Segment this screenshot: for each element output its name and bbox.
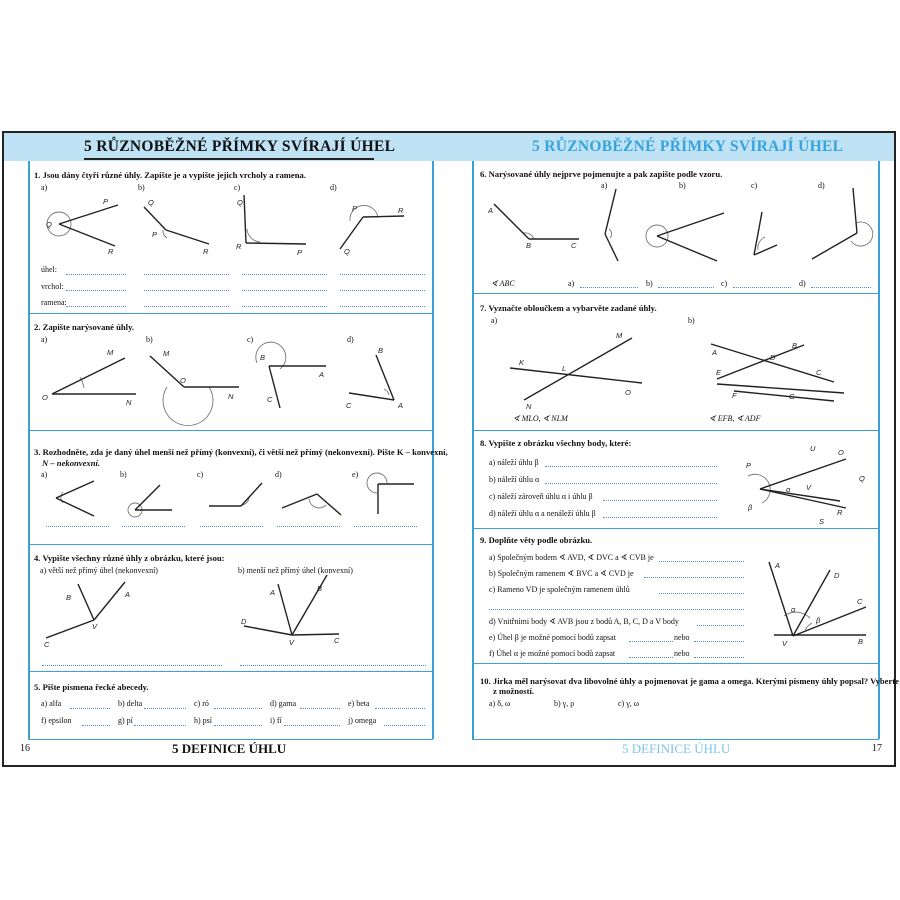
q9-f-text: f) Úhel α je možné pomocí bodů zapsat — [489, 649, 616, 658]
svg-text:D: D — [770, 353, 776, 362]
right-separator-3 — [472, 528, 879, 529]
q9-c-text: c) Rameno VD je společným ramenem úhlů — [489, 585, 630, 594]
q3-answer-d[interactable] — [277, 526, 340, 527]
q9-text: 9. Doplňte věty podle obrázku. — [480, 535, 593, 545]
q8-item-d: d) náleží úhlu α a nenáleží úhlu β — [489, 509, 596, 518]
q3-answer-c[interactable] — [200, 526, 263, 527]
svg-text:Q: Q — [344, 247, 350, 256]
svg-text:β: β — [748, 503, 753, 512]
svg-text:A: A — [125, 590, 131, 599]
q7-caption-a: ∢ MLO, ∢ NLM — [513, 414, 568, 423]
q6-answer-line[interactable] — [811, 287, 871, 288]
q1a-point-r: R — [108, 247, 114, 256]
q9-answer-c-2[interactable] — [489, 609, 744, 610]
q9-answer-b[interactable] — [644, 577, 744, 578]
svg-text:O: O — [180, 376, 186, 385]
svg-text:S: S — [819, 517, 825, 526]
svg-text:B: B — [526, 241, 532, 250]
q9-e-text: e) Úhel β je možné pomocí bodů zapsat — [489, 633, 616, 642]
q5-answer-line[interactable] — [214, 725, 262, 726]
svg-text:A: A — [398, 401, 404, 410]
q2-text: 2. Zapište narýsované úhly. — [34, 322, 135, 332]
svg-text:L: L — [562, 364, 567, 373]
q9-answer-a[interactable] — [659, 561, 744, 562]
right-footer-title: 5 DEFINICE ÚHLU — [622, 741, 731, 756]
q10-option-a[interactable]: a) δ, ω — [489, 699, 511, 708]
q1-row-arms: ramena: — [41, 298, 67, 307]
q3-answer-a[interactable] — [46, 526, 109, 527]
q6-answer-line[interactable] — [658, 287, 714, 288]
q10-text-line1: 10. Jirka měl narýsovat dva libovolné úhly a pojmenovat je gama a omega. Kterými písmeny úhly popsal? Vyberte — [480, 676, 899, 686]
svg-text:C: C — [571, 241, 577, 250]
svg-text:C: C — [44, 640, 50, 649]
right-page-edge-line — [472, 161, 474, 739]
q2-part-c: c) — [247, 335, 254, 344]
q6-answer-line[interactable] — [580, 287, 638, 288]
left-separator-1 — [28, 313, 433, 314]
left-margin-line — [28, 161, 30, 739]
q9-answer-c[interactable] — [659, 593, 744, 594]
svg-text:A: A — [775, 561, 781, 570]
q4-a-text: a) větší než přímý úhel (nekonvexní) — [40, 566, 158, 575]
svg-text:P: P — [152, 230, 158, 239]
svg-text:α: α — [791, 605, 796, 614]
left-header-title: 5 RŮZNOBĚŽNÉ PŘÍMKY SVÍRAJÍ ÚHEL — [84, 138, 396, 155]
left-separator-2 — [28, 430, 433, 431]
right-header-title: 5 RŮZNOBĚŽNÉ PŘÍMKY SVÍRAJÍ ÚHEL — [532, 138, 844, 155]
q5-item: b) delta — [118, 699, 143, 708]
svg-text:V: V — [289, 638, 295, 647]
svg-text:β: β — [816, 616, 821, 625]
svg-text:D: D — [834, 571, 840, 580]
q6-part-c: c) — [751, 181, 758, 190]
svg-text:M: M — [616, 331, 623, 340]
svg-text:O: O — [42, 393, 48, 402]
svg-text:B: B — [260, 353, 266, 362]
q8-item-c: c) náleží zároveň úhlu α i úhlu β — [489, 492, 593, 501]
svg-text:V: V — [806, 483, 812, 492]
right-margin-line — [878, 161, 880, 739]
textbook-spread — [2, 131, 899, 767]
q5-item: e) beta — [348, 699, 370, 708]
q8-text: 8. Vypište z obrázku všechny body, které: — [480, 438, 632, 448]
q1-answer-line[interactable] — [242, 274, 327, 275]
svg-text:P: P — [352, 204, 358, 213]
q2-part-d: d) — [347, 335, 354, 344]
q10-option-c[interactable]: c) γ, ω — [618, 699, 640, 708]
q9-b-text: b) Společným ramenem ∢ BVC a ∢ CVD je — [489, 569, 634, 578]
q5-answer-line[interactable] — [300, 708, 340, 709]
q9-answer-e-1[interactable] — [629, 641, 673, 642]
q8-answer-d[interactable] — [603, 517, 717, 518]
svg-text:V: V — [92, 622, 98, 631]
q9-e-or: nebo — [674, 633, 690, 642]
left-bottom-line — [28, 739, 433, 740]
svg-text:B: B — [858, 637, 864, 646]
q1a-point-q: Q — [46, 220, 52, 229]
left-header-underline — [84, 158, 374, 160]
q10-option-b[interactable]: b) γ, ρ — [554, 699, 575, 708]
svg-text:Q: Q — [859, 474, 865, 483]
q6-example: ∢ ABC — [491, 279, 515, 288]
q5-item: c) ró — [194, 699, 209, 708]
q9-answer-d[interactable] — [697, 625, 744, 626]
q1-answer-line[interactable] — [242, 306, 327, 307]
q6-answer-b-label: b) — [646, 279, 653, 288]
q6-part-b: b) — [679, 181, 686, 190]
q5-answer-line[interactable] — [375, 708, 425, 709]
svg-text:O: O — [625, 388, 631, 397]
q1-part-a: a) — [41, 183, 48, 192]
svg-text:E: E — [716, 368, 722, 377]
svg-text:V: V — [782, 639, 788, 648]
svg-text:F: F — [732, 391, 737, 400]
svg-text:R: R — [236, 242, 242, 251]
q4-answer-a[interactable] — [42, 665, 222, 666]
svg-text:A: A — [319, 370, 325, 379]
q3-text-line2: N – nekonvexní. — [42, 458, 101, 468]
q5-answer-line[interactable] — [82, 725, 110, 726]
q6-part-a: a) — [601, 181, 608, 190]
q1-answer-line[interactable] — [66, 274, 126, 275]
q5-item: i) fí — [270, 716, 282, 725]
q2-part-b: b) — [146, 335, 153, 344]
svg-text:U: U — [810, 444, 816, 453]
svg-text:N: N — [526, 402, 532, 411]
right-bottom-line — [472, 739, 879, 740]
q6-answer-c-label: c) — [721, 279, 728, 288]
svg-text:G: G — [789, 392, 795, 401]
q5-item: f) epsilon — [41, 716, 72, 725]
right-page-number: 17 — [872, 743, 882, 754]
q4-answer-b[interactable] — [240, 665, 426, 666]
q2-part-a: a) — [41, 335, 48, 344]
q9-answer-f-2[interactable] — [694, 657, 744, 658]
q5-answer-line[interactable] — [70, 708, 110, 709]
q5-item: g) pí — [118, 716, 133, 725]
q1-part-b: b) — [138, 183, 145, 192]
q6-answer-a-label: a) — [568, 279, 575, 288]
svg-text:A: A — [270, 588, 276, 597]
svg-text:B: B — [66, 593, 72, 602]
svg-text:C: C — [346, 401, 352, 410]
q5-answer-line[interactable] — [134, 725, 186, 726]
q1-answer-line[interactable] — [144, 290, 229, 291]
q1-answer-line[interactable] — [66, 290, 126, 291]
q7-part-b: b) — [688, 316, 695, 325]
q5-answer-line[interactable] — [384, 725, 425, 726]
q8-answer-a[interactable] — [545, 466, 717, 467]
svg-text:Q: Q — [237, 198, 243, 207]
q3-part-d: d) — [275, 470, 282, 479]
q5-item: j) omega — [348, 716, 377, 725]
svg-text:P: P — [297, 248, 303, 257]
svg-text:O: O — [838, 448, 844, 457]
svg-text:α: α — [786, 485, 791, 494]
right-separator-2 — [472, 430, 879, 431]
svg-text:M: M — [163, 349, 170, 358]
q3-answer-e[interactable] — [354, 526, 417, 527]
q6-part-d: d) — [818, 181, 825, 190]
left-page-number: 16 — [20, 743, 30, 754]
q3-part-c: c) — [197, 470, 204, 479]
q5-item: d) gama — [270, 699, 296, 708]
q5-item: h) psí — [194, 716, 212, 725]
q9-a-text: a) Společným bodem ∢ AVD, ∢ DVC a ∢ CVB je — [489, 553, 654, 562]
q1-answer-line[interactable] — [144, 274, 229, 275]
q1-text: 1. Jsou dány čtyři různé úhly. Zapište je a vypište jejich vrcholy a ramena. — [34, 170, 306, 180]
svg-text:A: A — [712, 348, 718, 357]
svg-text:R: R — [203, 247, 209, 256]
q1-answer-line[interactable] — [144, 306, 229, 307]
q1-row-vertex: vrchol: — [41, 282, 64, 291]
q8-answer-b[interactable] — [545, 483, 717, 484]
q8-item-b: b) náleží úhlu α — [489, 475, 540, 484]
q1-answer-line[interactable] — [340, 274, 425, 275]
q9-d-text: d) Vnitřními body ∢ AVB jsou z bodů A, B, C, D a V body — [489, 617, 679, 626]
svg-text:R: R — [837, 508, 843, 517]
left-separator-3 — [28, 544, 433, 545]
q1-part-d: d) — [330, 183, 337, 192]
q7-caption-b: ∢ EFB, ∢ ADF — [709, 414, 761, 423]
q4-text: 4. Vypište všechny různé úhly z obrázku, které jsou: — [34, 553, 225, 563]
svg-text:D: D — [241, 617, 247, 626]
q5-answer-line[interactable] — [214, 708, 262, 709]
svg-text:R: R — [398, 206, 404, 215]
q1-answer-line[interactable] — [66, 306, 126, 307]
svg-text:C: C — [857, 597, 863, 606]
q3-part-b: b) — [120, 470, 127, 479]
svg-text:C: C — [816, 368, 822, 377]
svg-text:B: B — [317, 584, 323, 593]
q6-text: 6. Narýsované úhly nejprve pojmenujte a pak zapište podle vzoru. — [480, 169, 723, 179]
q5-answer-line[interactable] — [144, 708, 186, 709]
q9-f-or: nebo — [674, 649, 690, 658]
q10-text-line2: z možností. — [493, 686, 535, 696]
right-separator-1 — [472, 293, 879, 294]
q1-answer-line[interactable] — [340, 290, 425, 291]
svg-text:N: N — [228, 392, 234, 401]
q5-answer-line[interactable] — [284, 725, 340, 726]
q7-text: 7. Vyznačte obloučkem a vybarvěte zadané úhly. — [480, 303, 657, 313]
svg-text:P: P — [746, 461, 752, 470]
q4-b-text: b) menší než přímý úhel (konvexní) — [238, 566, 353, 575]
q1-part-c: c) — [234, 183, 241, 192]
q1-row-angle: úhel: — [41, 265, 57, 274]
q1-answer-line[interactable] — [340, 306, 425, 307]
svg-text:M: M — [107, 348, 114, 357]
q5-text: 5. Pište písmena řecké abecedy. — [34, 682, 149, 692]
svg-text:C: C — [334, 636, 340, 645]
q6-answer-line[interactable] — [733, 287, 791, 288]
q1-answer-line[interactable] — [242, 290, 327, 291]
q1a-point-p: P — [103, 197, 109, 206]
q9-answer-f-1[interactable] — [629, 657, 673, 658]
q9-answer-e-2[interactable] — [694, 641, 744, 642]
q3-part-e: e) — [352, 470, 359, 479]
q6-answer-d-label: d) — [799, 279, 806, 288]
q7-part-a: a) — [491, 316, 498, 325]
left-footer-title: 5 DEFINICE ÚHLU — [172, 741, 287, 756]
q3-part-a: a) — [41, 470, 48, 479]
right-separator-4 — [472, 663, 879, 664]
q3-text-line1: 3. Rozhodněte, zda je daný úhel menší než přímý (konvexní), či větší než přímý (nekonvexní). Pište K – konvexní, — [34, 447, 448, 457]
svg-text:N: N — [126, 398, 132, 407]
q8-item-a: a) náleží úhlu β — [489, 458, 539, 467]
left-separator-4 — [28, 671, 433, 672]
svg-text:Q: Q — [148, 198, 154, 207]
svg-text:B: B — [378, 346, 384, 355]
q5-item: a) alfa — [41, 699, 62, 708]
svg-text:C: C — [267, 395, 273, 404]
svg-text:A: A — [488, 206, 494, 215]
svg-text:B: B — [792, 341, 798, 350]
svg-text:K: K — [519, 358, 525, 367]
q3-answer-b[interactable] — [122, 526, 185, 527]
q8-answer-c[interactable] — [603, 500, 717, 501]
